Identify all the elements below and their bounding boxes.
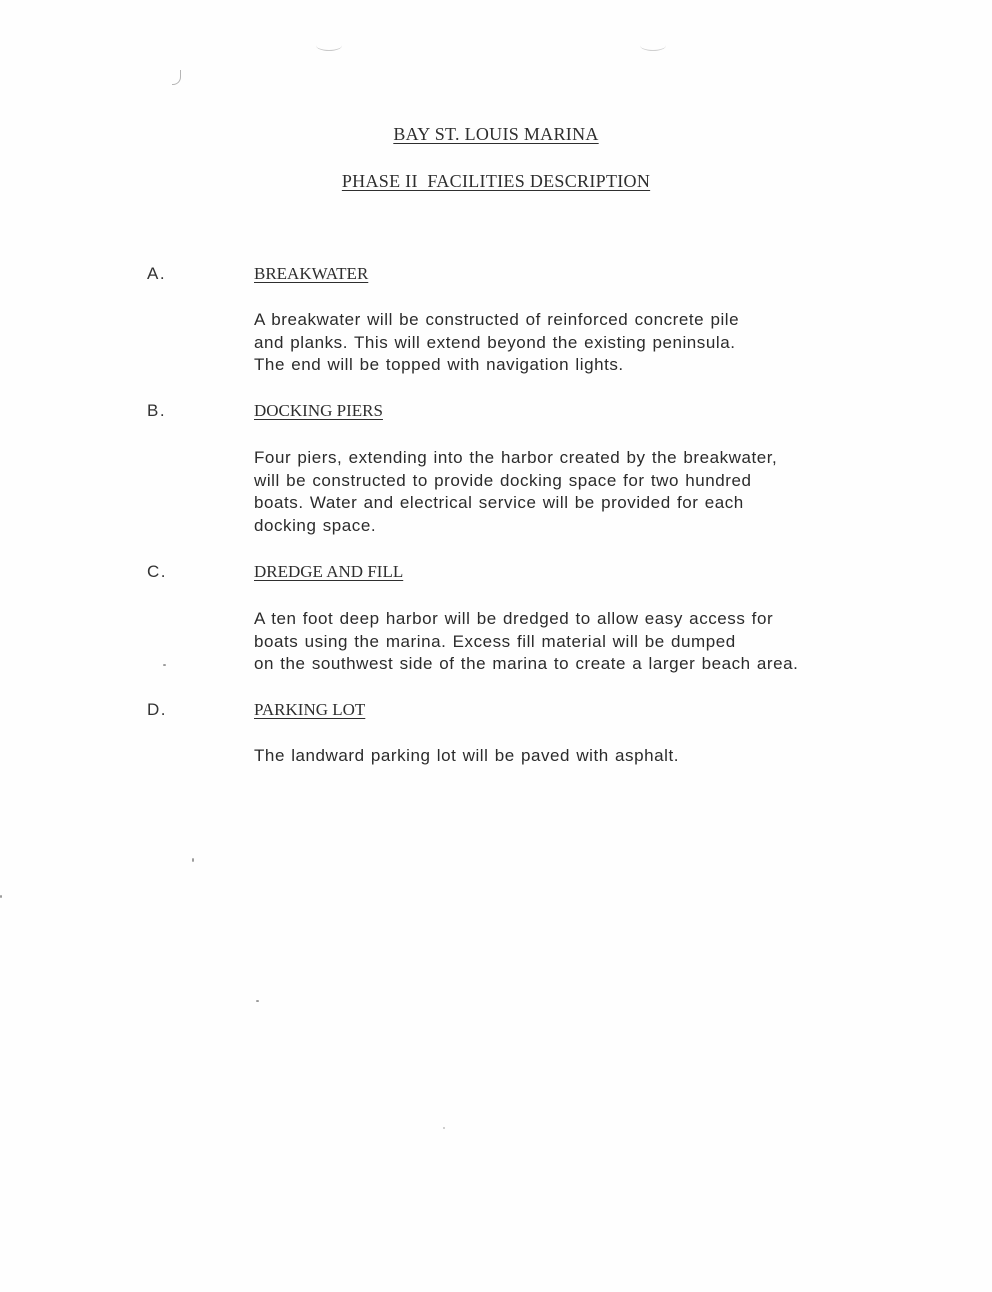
section-body: A ten foot deep harbor will be dredged to allow easy access for boats using the marina. Excess fill material will be dumped on the southwest side of the marina to create a larger beach area. bbox=[254, 609, 799, 674]
section-letter: A. bbox=[147, 264, 167, 283]
scan-mark bbox=[640, 40, 666, 51]
document-title bbox=[0, 124, 992, 145]
scan-speck bbox=[443, 1127, 445, 1129]
section-heading: DOCKING PIERS bbox=[254, 401, 383, 420]
document-subtitle bbox=[0, 171, 992, 192]
scan-speck bbox=[192, 858, 194, 862]
section-letter: C. bbox=[147, 562, 167, 581]
section-letter: B. bbox=[147, 401, 167, 420]
section-heading: BREAKWATER bbox=[254, 264, 369, 283]
document-title-text: BAY ST. LOUIS MARINA bbox=[393, 124, 599, 144]
scan-speck bbox=[163, 664, 166, 666]
section-letter: D. bbox=[147, 700, 167, 719]
section-body: The landward parking lot will be paved with asphalt. bbox=[254, 746, 679, 765]
section-heading: DREDGE AND FILL bbox=[254, 562, 404, 581]
section-body: A breakwater will be constructed of reinforced concrete pile and planks. This will extend beyond the existing peninsula. The end will be topped with navigation lights. bbox=[254, 310, 740, 375]
scan-mark bbox=[316, 40, 342, 51]
section-body: Four piers, extending into the harbor created by the breakwater, will be constructed to provide docking space for two hundred boats. Water and electrical service will be provided for each docking space. bbox=[254, 448, 778, 536]
scan-mark bbox=[172, 70, 181, 85]
scan-speck bbox=[0, 895, 2, 898]
section-heading: PARKING LOT bbox=[254, 700, 366, 719]
document-subtitle-text: PHASE II FACILITIES DESCRIPTION bbox=[341, 171, 651, 191]
scan-speck bbox=[256, 1000, 259, 1002]
